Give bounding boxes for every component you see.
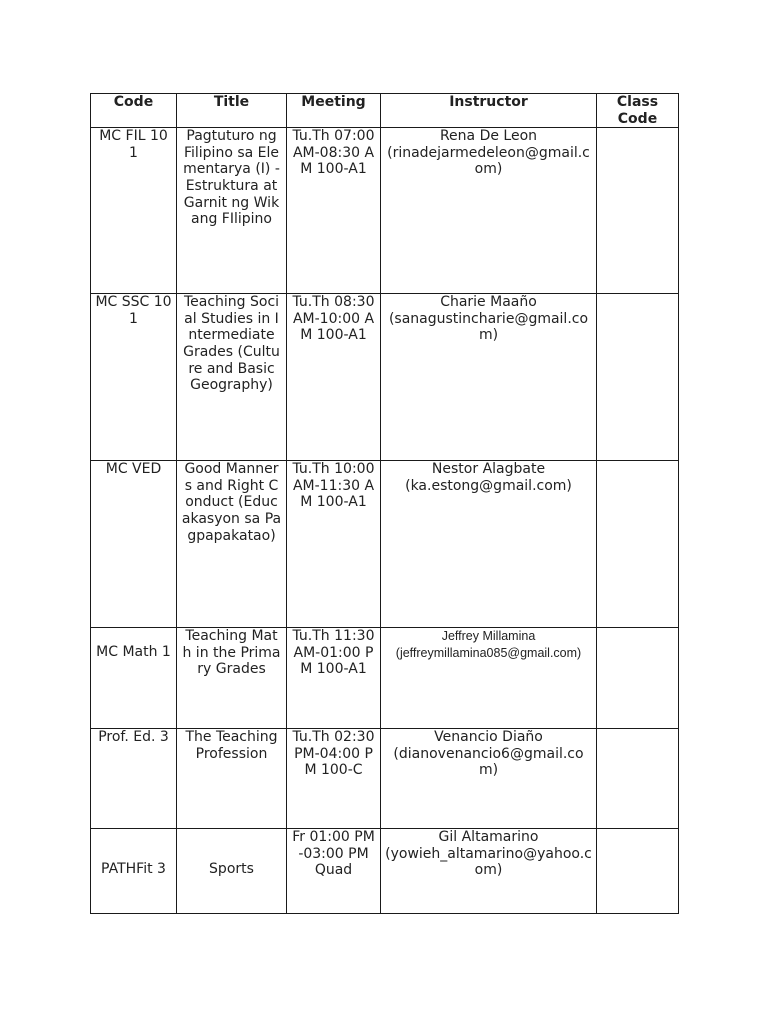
instructor-name: Venancio Diaño <box>434 729 543 746</box>
instructor-email: (sanagustincharie@gmail.com) <box>388 310 589 344</box>
table-row <box>91 294 679 461</box>
table-row <box>91 729 679 829</box>
class-code-cell <box>597 461 679 628</box>
course-title: Good Manners and Right Conduct (Educakasyon sa Pagpapakatao) <box>177 461 287 628</box>
course-title: The Teaching Profession <box>177 729 287 829</box>
class-code-cell <box>597 729 679 829</box>
course-schedule-table <box>90 93 679 914</box>
course-title: Pagtuturo ng Filipino sa Elementarya (I) - Estruktura at Garnit ng Wikang FIlipino <box>177 128 287 294</box>
instructor-email: (ka.estong@gmail.com) <box>405 477 572 494</box>
course-code: MC VED <box>91 461 177 628</box>
header-title: Title <box>177 94 287 128</box>
course-code: Prof. Ed. 3 <box>91 729 177 829</box>
course-title: Teaching Social Studies in Intermediate Grades (Culture and Basic Geography) <box>177 294 287 461</box>
course-title: Teaching Math in the Primary Grades <box>177 628 287 729</box>
header-code: Code <box>91 94 177 128</box>
course-meeting: Tu.Th 08:30 AM-10:00 AM 100-A1 <box>287 294 381 461</box>
course-title: Sports <box>177 829 287 914</box>
header-instructor: Instructor <box>381 94 597 128</box>
instructor-email: (yowieh_altamarino@yahoo.com) <box>385 845 592 879</box>
course-instructor <box>381 829 597 914</box>
instructor-email: (rinadejarmedeleon@gmail.com) <box>387 144 590 178</box>
class-code-cell <box>597 128 679 294</box>
course-meeting: Tu.Th 02:30 PM-04:00 PM 100-C <box>287 729 381 829</box>
table-row <box>91 628 679 729</box>
table-row <box>91 128 679 294</box>
instructor-email: (dianovenancio6@gmail.com) <box>393 745 584 779</box>
instructor-name: Nestor Alagbate <box>431 461 546 478</box>
class-code-cell <box>597 628 679 729</box>
instructor-name: Gil Altamarino <box>438 829 539 846</box>
class-code-cell <box>597 294 679 461</box>
instructor-email: (jeffreymillamina085@gmail.com) <box>395 646 582 661</box>
instructor-name: Charie Maaño <box>440 294 537 311</box>
class-code-cell <box>597 829 679 914</box>
course-code: MC Math 1 <box>91 628 177 729</box>
instructor-name: Jeffrey Millamina <box>441 629 536 644</box>
course-meeting: Tu.Th 10:00 AM-11:30 AM 100-A1 <box>287 461 381 628</box>
course-code: PATHFit 3 <box>91 829 177 914</box>
course-code: MC FIL 101 <box>91 128 177 294</box>
table-row <box>91 829 679 914</box>
course-instructor <box>381 628 597 729</box>
table-header-row <box>91 94 679 128</box>
course-instructor <box>381 128 597 294</box>
table-row <box>91 461 679 628</box>
course-code: MC SSC 101 <box>91 294 177 461</box>
header-meeting: Meeting <box>287 94 381 128</box>
course-meeting: Tu.Th 11:30 AM-01:00 PM 100-A1 <box>287 628 381 729</box>
header-class-code: Class Code <box>597 94 679 128</box>
course-instructor <box>381 461 597 628</box>
instructor-name: Rena De Leon <box>439 128 538 145</box>
course-meeting: Fr 01:00 PM-03:00 PM Quad <box>287 829 381 914</box>
course-instructor <box>381 294 597 461</box>
course-meeting: Tu.Th 07:00 AM-08:30 AM 100-A1 <box>287 128 381 294</box>
course-instructor <box>381 729 597 829</box>
